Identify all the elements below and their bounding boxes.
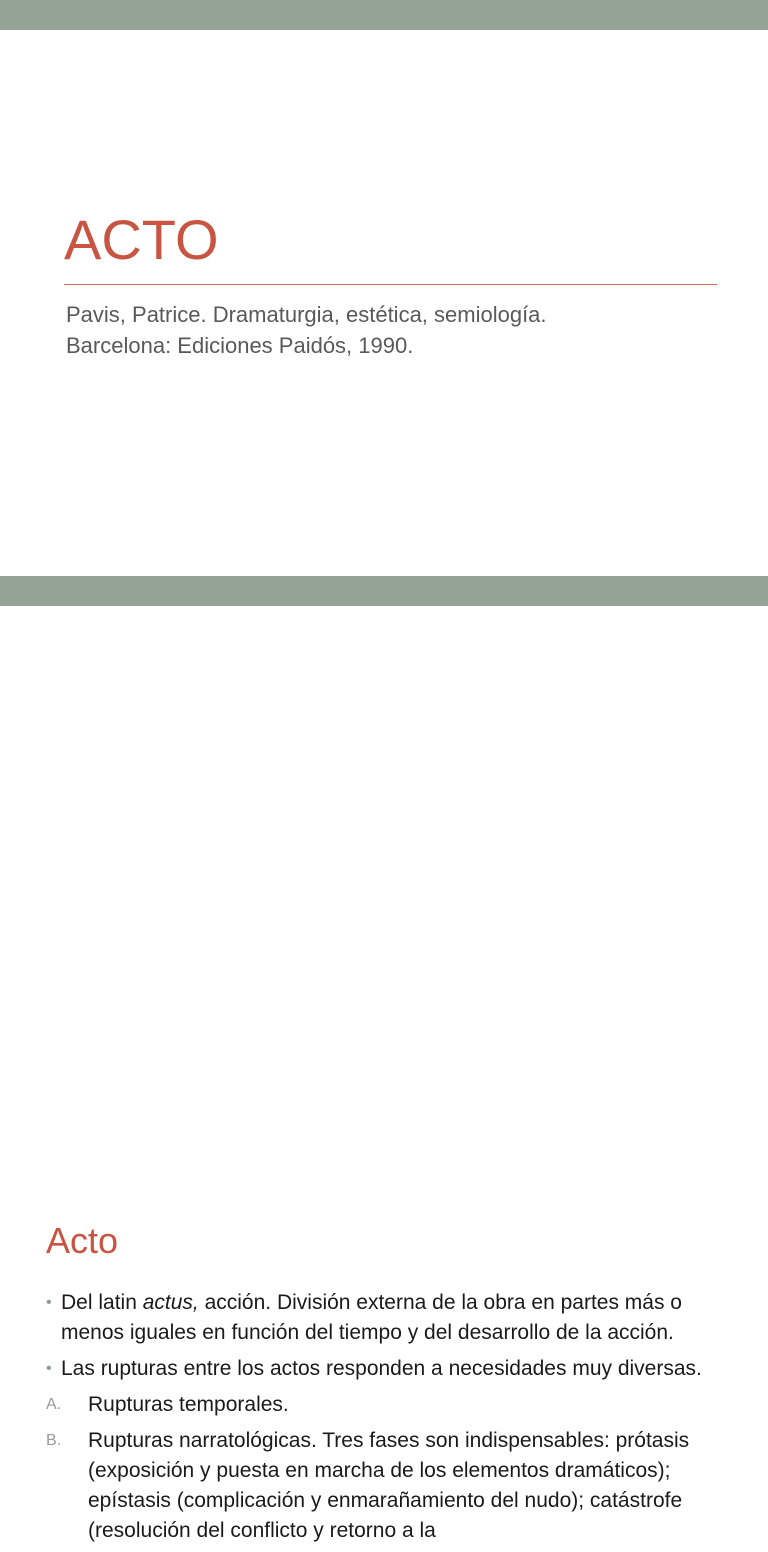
slide-content-heading: Acto (46, 1220, 119, 1261)
bullet-text-pre: Del latin (61, 1291, 143, 1314)
title-underline (64, 284, 717, 285)
slide-title (0, 0, 768, 576)
bullet-text-emphasis: actus, (142, 1291, 199, 1314)
lettered-text: Rupturas narratológicas. Tres fases son indispensables: prótasis (exposición y puesta en marcha de los elementos dramáticos); epístasis (complicación y enmarañamiento del nudo); catástrofe (resolución del conflicto y retorno a la (88, 1429, 690, 1542)
citation-subtitle: Pavis, Patrice. Dramaturgia, estética, semiología. Barcelona: Ediciones Paidós, 1990. (66, 302, 547, 358)
slide-content (0, 576, 768, 1542)
lettered-item (46, 1426, 736, 1546)
bullet-item (46, 1354, 736, 1384)
lettered-text: Rupturas temporales. (88, 1393, 289, 1416)
bullet-marker: • (46, 1360, 52, 1377)
bullet-text: Las rupturas entre los actos responden a necesidades muy diversas. (61, 1357, 702, 1380)
bullet-item (46, 1288, 736, 1348)
bullet-text-post: acción. División externa de la obra en partes más o menos iguales en función del tiempo y del desarrollo de la acción. (61, 1291, 682, 1344)
accent-bar (0, 0, 768, 30)
slide-title-heading: ACTO (64, 208, 219, 271)
content-body (46, 1288, 736, 1552)
letter-marker: A. (46, 1396, 62, 1413)
bullet-marker: • (46, 1294, 52, 1311)
letter-marker: B. (46, 1432, 62, 1449)
accent-bar (0, 576, 768, 606)
lettered-item (46, 1390, 736, 1420)
